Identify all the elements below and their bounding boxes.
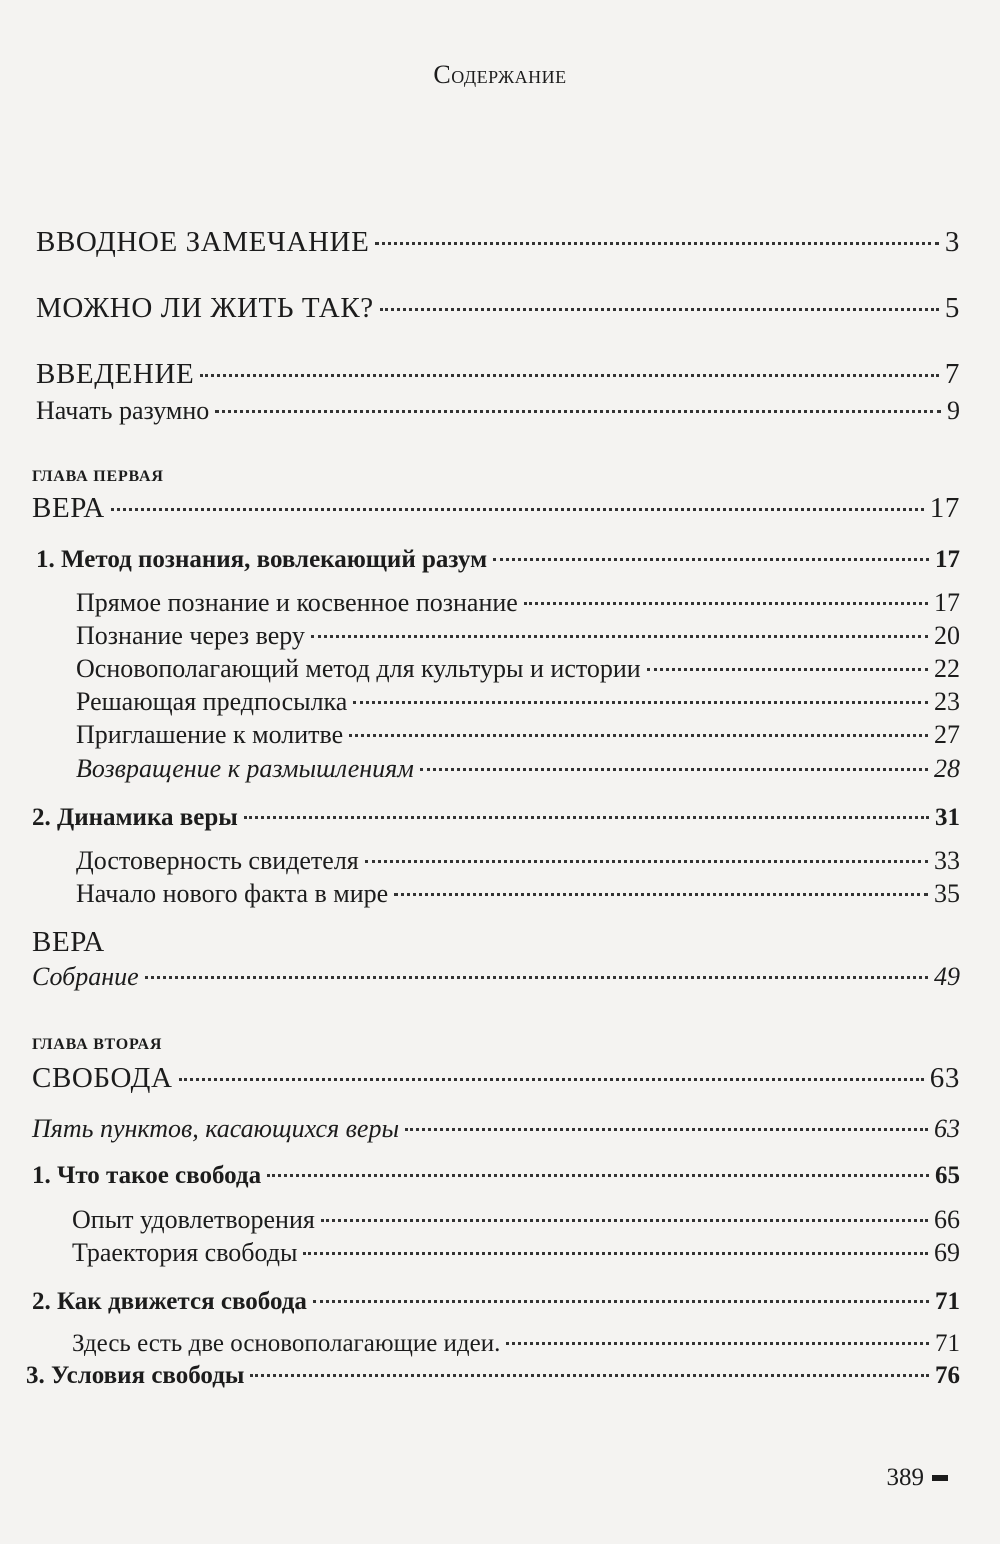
dot-leader bbox=[420, 768, 928, 771]
toc-entry bbox=[76, 754, 960, 784]
toc-entry bbox=[76, 846, 960, 876]
toc-entry-title: ВЕРА bbox=[32, 492, 105, 524]
toc-entry-page: 22 bbox=[934, 654, 960, 683]
dot-leader bbox=[200, 374, 939, 377]
dot-leader bbox=[145, 976, 928, 979]
toc-entry-title: 1. Метод познания, вовлекающий разум bbox=[36, 546, 488, 573]
toc-entry-title: ВВЕДЕНИЕ bbox=[36, 358, 195, 390]
toc-entry bbox=[76, 588, 960, 618]
toc-entry-title: Основополагающий метод для культуры и истории bbox=[76, 654, 641, 683]
dot-leader bbox=[111, 508, 924, 511]
toc-entry-title: ВВОДНОЕ ЗАМЕЧАНИЕ bbox=[36, 226, 370, 258]
toc-entry bbox=[32, 492, 960, 525]
toc-entry-title: Достоверность свидетеля bbox=[76, 846, 359, 875]
toc-entry-title: Пять пунктов, касающихся веры bbox=[32, 1114, 400, 1143]
dot-leader bbox=[303, 1252, 928, 1255]
toc-entry-page: 33 bbox=[934, 846, 960, 875]
dot-leader bbox=[375, 242, 939, 245]
toc-entry-page: 63 bbox=[929, 1062, 960, 1094]
toc-entry-title: Опыт удовлетворения bbox=[72, 1205, 315, 1234]
toc-entry-page: 3 bbox=[944, 226, 960, 258]
toc-entry-page: 35 bbox=[934, 879, 960, 908]
toc-entry bbox=[32, 962, 960, 992]
toc-entry-page: 7 bbox=[944, 358, 960, 390]
page-title: Содержание bbox=[433, 60, 567, 89]
dot-leader bbox=[647, 668, 928, 671]
toc-entry bbox=[72, 1330, 960, 1358]
toc-entry-page: 17 bbox=[934, 588, 960, 617]
dot-leader bbox=[215, 410, 941, 413]
dot-leader bbox=[365, 860, 928, 863]
toc-entry-page: 66 bbox=[934, 1205, 960, 1234]
dot-leader bbox=[313, 1300, 929, 1303]
folio-mark bbox=[932, 1475, 948, 1481]
dot-leader bbox=[244, 816, 929, 819]
toc-entry-title: Начать разумно bbox=[36, 396, 210, 425]
toc-entry-page: 71 bbox=[935, 1330, 960, 1357]
toc-entry-page: 31 bbox=[935, 804, 960, 831]
toc-entry-page: 49 bbox=[934, 962, 960, 991]
toc-entry bbox=[76, 654, 960, 684]
dot-leader bbox=[405, 1128, 928, 1131]
dot-leader bbox=[394, 893, 928, 896]
toc-entry-page: 17 bbox=[929, 492, 960, 524]
toc-entry-title: 2. Динамика веры bbox=[32, 804, 238, 831]
dot-leader bbox=[321, 1219, 928, 1222]
toc-entry bbox=[72, 1205, 960, 1235]
dot-leader bbox=[524, 602, 928, 605]
toc-entry-page: 69 bbox=[934, 1238, 960, 1267]
toc-entry-title: Начало нового факта в мире bbox=[76, 879, 389, 908]
toc-entry bbox=[72, 1238, 960, 1268]
toc-entry-page: 9 bbox=[947, 396, 960, 425]
toc-entry-page: 17 bbox=[935, 546, 960, 573]
toc-entry-page: 76 bbox=[935, 1362, 960, 1389]
toc-entry-title: 1. Что такое свобода bbox=[32, 1162, 262, 1189]
toc-entry-title: Возвращение к размышлениям bbox=[76, 754, 414, 783]
toc-entry bbox=[36, 226, 960, 259]
toc-entry-title: Приглашение к молитве bbox=[76, 720, 344, 749]
toc-entry bbox=[32, 1288, 960, 1316]
toc-entry-title: Собрание bbox=[32, 962, 139, 991]
toc-entry-title: СВОБОДА bbox=[32, 1062, 173, 1094]
dot-leader bbox=[493, 558, 929, 561]
dot-leader bbox=[250, 1374, 929, 1377]
toc-entry bbox=[76, 621, 960, 651]
dot-leader bbox=[179, 1078, 924, 1081]
dot-leader bbox=[353, 701, 928, 704]
toc-entry bbox=[76, 687, 960, 717]
toc-entry-page: 28 bbox=[934, 754, 960, 783]
toc-entry-page: 20 bbox=[934, 621, 960, 650]
toc-entry-title: 3. Условия свободы bbox=[26, 1362, 245, 1389]
toc-entry bbox=[36, 396, 960, 426]
toc-entry-page: 23 bbox=[934, 687, 960, 716]
toc-entry-title: Траектория свободы bbox=[72, 1238, 298, 1267]
toc-entry bbox=[36, 292, 960, 325]
toc-entry bbox=[76, 720, 960, 750]
toc-entry-title: Познание через веру bbox=[76, 621, 305, 650]
toc-entry-title: Решающая предпосылка bbox=[76, 687, 348, 716]
dot-leader bbox=[380, 308, 939, 311]
toc-entry-page: 63 bbox=[934, 1114, 960, 1143]
toc-entry bbox=[76, 879, 960, 909]
dot-leader bbox=[506, 1342, 929, 1345]
toc-entry bbox=[32, 804, 960, 832]
dot-leader bbox=[267, 1174, 929, 1177]
dot-leader bbox=[349, 734, 928, 737]
dot-leader bbox=[311, 635, 928, 638]
toc-entry-page: 65 bbox=[935, 1162, 960, 1189]
page-number bbox=[887, 1464, 949, 1492]
toc-entry bbox=[32, 1062, 960, 1095]
toc-entry-title: Здесь есть две основополагающие идеи. bbox=[72, 1330, 501, 1357]
section-heading: ВЕРА bbox=[32, 926, 105, 958]
toc-entry bbox=[36, 358, 960, 391]
toc-entry-title: 2. Как движется свобода bbox=[32, 1288, 307, 1315]
chapter-label: ГЛАВА ВТОРАЯ bbox=[32, 1036, 163, 1053]
toc-entry-page: 5 bbox=[944, 292, 960, 324]
toc-entry-page: 27 bbox=[934, 720, 960, 749]
toc-entry bbox=[26, 1362, 960, 1390]
toc-entry-title: МОЖНО ЛИ ЖИТЬ ТАК? bbox=[36, 292, 374, 324]
chapter-label: ГЛАВА ПЕРВАЯ bbox=[32, 468, 164, 485]
page-number-text: 389 bbox=[886, 1464, 924, 1491]
toc-entry-page: 71 bbox=[935, 1288, 960, 1315]
toc-entry bbox=[32, 1114, 960, 1144]
toc-entry-title: Прямое познание и косвенное познание bbox=[76, 588, 518, 617]
toc-entry bbox=[32, 1162, 960, 1190]
toc-entry bbox=[36, 546, 960, 574]
